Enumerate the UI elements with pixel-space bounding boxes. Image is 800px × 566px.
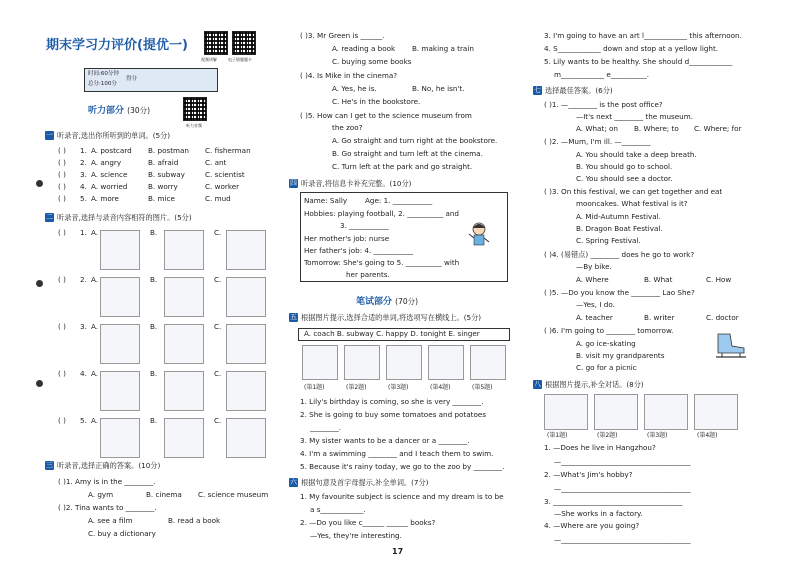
answer-paren: ( ) [58,194,66,203]
question: ( )1. Amy is in the ________. [58,477,156,486]
qr-code-video[interactable] [204,31,228,55]
picture-label: (第2题) [597,432,618,439]
option-c: C. worker [205,182,240,191]
hint-image [644,394,688,430]
info-line: Hobbies: playing football, 2. __________ and [304,209,459,218]
time-label: 时间:60分钟 [88,71,119,77]
answer-line: —She works in a factory. [554,509,643,518]
option-image [164,230,204,270]
question: the zoo? [332,123,363,132]
question: ( )3. On this festival, we can get together and eat [544,187,723,196]
answer-paren: ( ) [58,158,66,167]
binding-hole [36,380,43,387]
hint-image [428,345,464,380]
question: 2. —Do you like c______ ______ books? [300,518,436,527]
option: B. Dragon Boat Festival. [576,224,663,233]
option: B. Where; to [634,124,679,133]
question-number: 1. [80,228,87,237]
option: C. buying some books [332,57,412,66]
option-image [226,418,266,458]
question-number: 2. [80,275,87,284]
section-instruction: 听录音,选择正确的答案。(10分) [57,461,161,470]
answer-paren: ( ) [58,228,66,237]
question: 5. Because it's rainy today, we go to the zoo by ________. [300,462,505,471]
option: C. Turn left at the park and go straight. [332,162,473,171]
question: —Yes, they're interesting. [310,531,402,540]
option: B. visit my grandparents [576,351,665,360]
section-number: 三 [46,461,53,469]
option-image [226,277,266,317]
question: m____________ e__________. [554,70,650,79]
picture-label: (第1题) [547,432,568,439]
option-image [100,371,140,411]
option-image [100,230,140,270]
info-line: Tomorrow: She's going to 5. __________ with [304,258,460,267]
question: ( )3. Mr Green is ______. [300,31,385,40]
info-line: her parents. [346,270,390,279]
option-c: C. [214,275,222,284]
option: B. read a book [168,516,221,525]
option-image [226,230,266,270]
answer-line: —____________________________________ [554,457,691,466]
option-a: A. more [91,194,119,203]
question: 2. She is going to buy some tomatoes and potatoes [300,410,487,419]
section-instruction: 根据图片提示,补全对话。(8分) [545,380,644,389]
question-number: 2. [80,158,87,167]
answer-paren: ( ) [58,416,66,425]
hint-image [302,345,338,380]
question: a s____________. [310,505,366,514]
option-b: B. postman [148,146,189,155]
section-instruction: 听录音,将信息卡补充完整。(10分) [301,179,412,188]
option-image [164,418,204,458]
page-number: 17 [392,547,404,556]
word-options: A. coach B. subway C. happy D. tonight E. singer [304,329,480,338]
option-image [164,324,204,364]
question: —Yes, I do. [576,300,615,309]
option: B. What [644,275,673,284]
question: 3. I'm going to have an art l____________ this afternoon. [544,31,742,40]
writing-title [356,294,418,307]
question: 3. My sister wants to be a dancer or a ________. [300,436,470,445]
hint-image [470,345,506,380]
answer-paren: ( ) [58,369,66,378]
question: ________. [310,423,342,432]
option-image [164,277,204,317]
option-c: C. [214,228,222,237]
section-instruction: 根据图片提示,选择合适的单词,将选项写在横线上。(5分) [301,313,482,322]
listening-points: (30分) [127,106,151,115]
question: ( )5. —Do you know the ________ Lao She? [544,288,695,297]
picture-label: (第5题) [472,384,493,391]
page-title: 期末学习力评价(提优一) [46,38,188,53]
option-c: C. [214,416,222,425]
option: C. How [706,275,732,284]
question: 1. —Does he live in Hangzhou? [544,443,656,452]
question: 4. —Where are you going? [544,521,640,530]
question: 4. S____________ down and stop at a yellow light. [544,44,719,53]
info-line: Her father's job: 4. ___________ [304,246,414,255]
question: —By bike. [576,262,612,271]
option: C. go for a picnic [576,363,637,372]
option-image [226,371,266,411]
writing-points: (70分) [395,297,419,306]
option: C. buy a dictionary [88,529,156,538]
question: —It's next ________ the museum. [576,112,694,121]
question: 2. —What's Jim's hobby? [544,470,633,479]
picture-label: (第3题) [647,432,668,439]
option-a: A. [91,416,99,425]
question: mooncakes. What festival is it? [576,199,688,208]
question-number: 5. [80,416,87,425]
option-image [100,324,140,364]
answer-paren: ( ) [58,275,66,284]
option: C. Spring Festival. [576,236,641,245]
section-instruction: 听录音,选出你所听到的单词。(5分) [57,131,171,140]
option-b: B. subway [148,170,185,179]
info-line: 3. ___________ [340,221,389,230]
option: A. Mid-Autumn Festival. [576,212,661,221]
info-line: Name: Sally [304,196,348,205]
qr-label: 电子错题题卡 [228,57,252,62]
option-a: A. [91,228,99,237]
question: ( )5. How can I get to the science museum from [300,111,472,120]
option-a: A. angry [91,158,122,167]
option: A. Go straight and turn right at the bookstore. [332,136,498,145]
option: A. see a film [88,516,133,525]
answer-paren: ( ) [58,182,66,191]
question: ( )1. —________ is the post office? [544,100,663,109]
qr-label: 听力音频 [186,123,202,128]
picture-label: (第4题) [430,384,451,391]
option-b: B. [150,369,158,378]
option: A. What; on [576,124,618,133]
option: B. Go straight and turn left at the cinema. [332,149,483,158]
answer-paren: ( ) [58,322,66,331]
option: A. reading a book [332,44,396,53]
option: B. making a train [412,44,474,53]
option-image [164,371,204,411]
picture-label: (第1题) [304,384,325,391]
question: 3. ____________________________________ [544,497,683,506]
section-instruction: 根据句意及首字母提示,补全单词。(7分) [301,478,429,487]
option-image [100,277,140,317]
girl-illustration [464,220,494,250]
picture-label: (第4题) [697,432,718,439]
option: C. You should see a doctor. [576,174,673,183]
qr-code-errors[interactable] [232,31,256,55]
question: ( )4. Is Mike in the cinema? [300,71,398,80]
get-score-label: 得分 [126,76,138,82]
question: 1. Lily's birthday is coming, so she is very ________. [300,397,484,406]
question-number: 4. [80,182,87,191]
picture-label: (第3题) [388,384,409,391]
binding-hole [36,280,43,287]
question-number: 4. [80,369,87,378]
question-number: 5. [80,194,87,203]
option-a: A. [91,275,99,284]
option-b: B. afraid [148,158,179,167]
section-number: 六 [290,478,297,486]
question: ( )2. Tina wants to ________. [58,503,157,512]
section-number: 七 [534,86,541,94]
section-number: 四 [290,179,297,187]
qr-label: 视频讲解 [201,57,217,62]
option: B. You should go to school. [576,162,673,171]
question: 4. I'm a swimming ________ and I teach them to swim. [300,449,494,458]
option: C. Where; for [694,124,742,133]
writing-title-text: 笔试部分 [356,297,393,307]
hint-image [694,394,738,430]
question: ( )6. I'm going to ________ tomorrow. [544,326,674,335]
section-instruction: 选择最佳答案。(6分) [545,86,613,95]
option-a: A. science [91,170,128,179]
info-line: Her mother's job: nurse [304,234,390,243]
option-c: C. [214,369,222,378]
option: A. gym [88,490,114,499]
option-a: A. [91,369,99,378]
hint-image [386,345,422,380]
answer-line: —____________________________________ [554,484,691,493]
option-a: A. postcard [91,146,132,155]
section-number: 八 [534,380,541,388]
option-a: A. [91,322,99,331]
question: 1. My favourite subject is science and my dream is to be [300,492,504,501]
option-c: C. ant [205,158,227,167]
score-label: 总分:100分 [88,81,117,87]
question: ( )2. —Mum, I'm ill. —________ [544,137,651,146]
option-a: A. worried [91,182,128,191]
option-image [100,418,140,458]
option: C. doctor [706,313,739,322]
option-b: B. mice [148,194,175,203]
hint-image [594,394,638,430]
option-c: C. [214,322,222,331]
option-b: B. [150,228,158,237]
listening-title-text: 听力部分 [88,106,125,116]
question-number: 3. [80,170,87,179]
section-number: 一 [46,131,53,139]
hint-image [344,345,380,380]
hint-image [544,394,588,430]
option-b: B. [150,416,158,425]
section-number: 五 [290,313,297,321]
section-number: 二 [46,213,53,221]
option: C. science museum [198,490,269,499]
listening-title [88,103,150,116]
option: A. go ice-skating [576,339,636,348]
option: B. cinema [146,490,182,499]
option-image [226,324,266,364]
question: 5. Lily wants to be healthy. She should d____________ [544,57,733,66]
section-instruction: 听录音,选择与录音内容相符的图片。(5分) [57,213,192,222]
ice-skate-illustration [712,330,748,360]
question-number: 1. [80,146,87,155]
answer-paren: ( ) [58,170,66,179]
qr-code-audio[interactable] [183,97,207,121]
option: B. No, he isn't. [412,84,465,93]
answer-line: —____________________________________ [554,535,691,544]
option: A. Where [576,275,609,284]
option: B. writer [644,313,675,322]
option: A. teacher [576,313,613,322]
option: A. Yes, he is. [332,84,377,93]
option-c: C. fisherman [205,146,251,155]
option-c: C. scientist [205,170,245,179]
option: A. You should take a deep breath. [576,150,697,159]
answer-paren: ( ) [58,146,66,155]
option: C. He's in the bookstore. [332,97,421,106]
picture-label: (第2题) [346,384,367,391]
binding-hole [36,180,43,187]
option-c: C. mud [205,194,231,203]
question-number: 3. [80,322,87,331]
question: ( )4. (易错点) ________ does he go to work? [544,250,695,259]
info-line: Age: 1. ___________ [365,196,433,205]
option-b: B. worry [148,182,178,191]
option-b: B. [150,275,158,284]
option-b: B. [150,322,158,331]
